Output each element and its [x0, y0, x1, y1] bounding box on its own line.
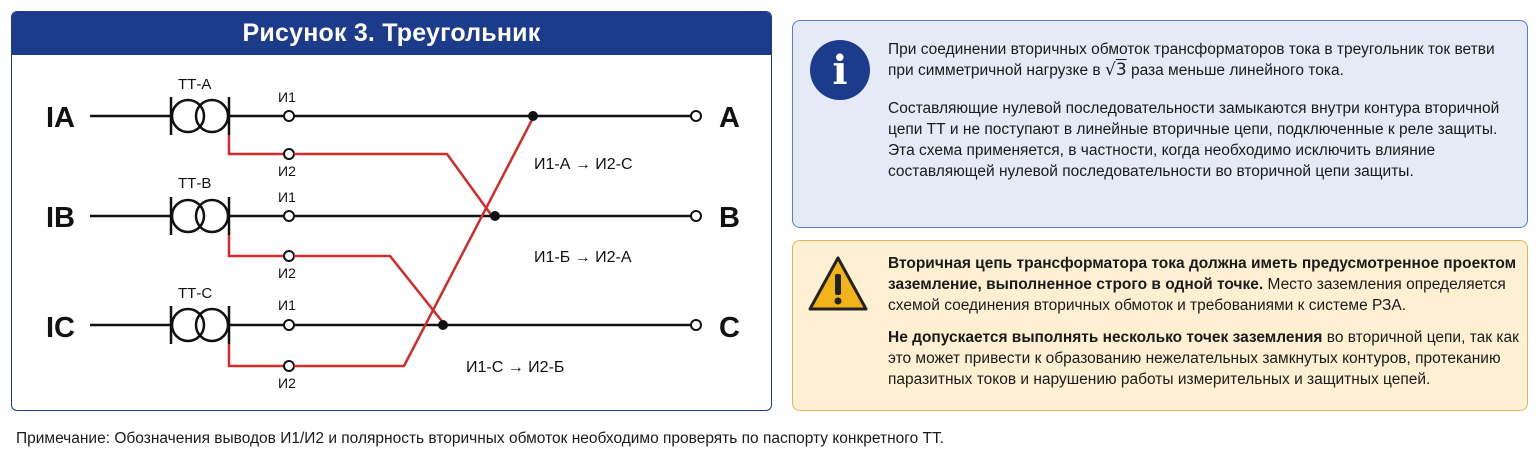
terminal-i2-b: [284, 251, 294, 261]
terminal-label-i1-c: И1: [278, 297, 296, 313]
output-label-b: B: [719, 202, 740, 234]
info-paragraph-2: Составляющие нулевой последовательности замыкаются внутри контура вторичной цепи ТТ и не поступают в линейные вторичные цепи, подключенные к реле защиты. Эта схема применяется, в частности, когда необходимо исключить влияние составляющей нулевой последовательности во вторичной цепи защиты.: [888, 100, 1500, 180]
phase-label-ib: IB: [46, 202, 75, 234]
warning-p2-bold: Не допускается выполнять несколько точек заземления: [888, 329, 1323, 346]
wire-i2b-to-c: [294, 256, 445, 325]
terminal-i1-a: [284, 111, 294, 121]
phase-label-ic: IC: [46, 312, 75, 344]
figure-title: Рисунок 3. Треугольник: [12, 12, 771, 55]
ct-label-b: ТТ-В: [178, 175, 212, 192]
output-terminal-b: [691, 211, 701, 221]
connection-label-2: И1-Б → И2-А: [534, 249, 632, 266]
info-p1-text: При соединении вторичных обмоток трансформаторов тока в треугольник ток ветви при симметричной нагрузке в: [888, 41, 1495, 79]
terminal-i1-b: [284, 211, 294, 221]
ct-label-c: ТТ-С: [178, 285, 213, 302]
ct-b-coil-2: [196, 200, 228, 232]
warning-box: [792, 240, 1528, 411]
warning-p2-text: во вторичной цепи, так как это может привести к образованию нежелательных замкнутых контуров, протеканию паразитных токов и нарушению работы измерительных и защитных цепей.: [888, 329, 1519, 388]
ct-label-a: ТТ-А: [178, 76, 212, 93]
delta-cross-wires: [294, 111, 538, 366]
output-terminal-a: [691, 111, 701, 121]
ct-c-coil-2: [196, 309, 228, 341]
ct-a-coil-2: [196, 100, 228, 132]
connection-label-3: И1-С → И2-Б: [466, 359, 565, 376]
warning-paragraph-2: [888, 327, 1523, 390]
junction-c: [438, 320, 448, 330]
info-p1-tail: раза меньше линейного тока.: [1126, 62, 1344, 79]
terminal-i2-a: [284, 149, 294, 159]
info-icon: i: [810, 40, 870, 100]
warning-p1-text: Место заземления определяется схемой соединения вторичных обмоток и требованиями к системе РЗА.: [888, 276, 1506, 314]
output-label-c: C: [719, 312, 740, 344]
phase-label-ia: IA: [46, 102, 75, 134]
terminal-label-i1-a: И1: [278, 89, 296, 105]
footnote: Примечание: Обозначения выводов И1/И2 и полярность вторичных обмоток необходимо проверять по паспорту конкретного ТТ.: [16, 430, 945, 447]
terminal-label-i1-b: И1: [278, 189, 296, 205]
warning-p1-bold: Вторичная цепь трансформатора тока должна иметь предусмотренное проектом заземление, выполненное строго в одной точке.: [888, 255, 1517, 293]
output-terminal-c: [691, 320, 701, 330]
terminal-label-i2-c: И2: [278, 375, 296, 391]
phase-c-group: [46, 285, 740, 391]
terminal-label-i2-a: И2: [278, 163, 296, 179]
connection-label-1: И1-А → И2-С: [534, 156, 633, 173]
wire-i2a-to-b: [294, 154, 492, 216]
warning-icon: [807, 255, 869, 313]
terminal-label-i2-b: И2: [278, 265, 296, 281]
info-box: [792, 20, 1528, 228]
junction-a: [528, 111, 538, 121]
junction-b: [490, 211, 500, 221]
delta-connection-diagram: [12, 55, 772, 411]
phase-b-group: [46, 175, 740, 281]
terminal-i1-c: [284, 320, 294, 330]
warning-paragraph-1: [888, 253, 1523, 316]
figure-panel: [11, 11, 772, 411]
info-paragraph-1: [888, 39, 1518, 81]
sqrt-3: √3: [1104, 60, 1127, 80]
terminal-i2-c: [284, 361, 294, 371]
phase-a-group: [46, 76, 740, 179]
output-label-a: A: [719, 102, 740, 134]
